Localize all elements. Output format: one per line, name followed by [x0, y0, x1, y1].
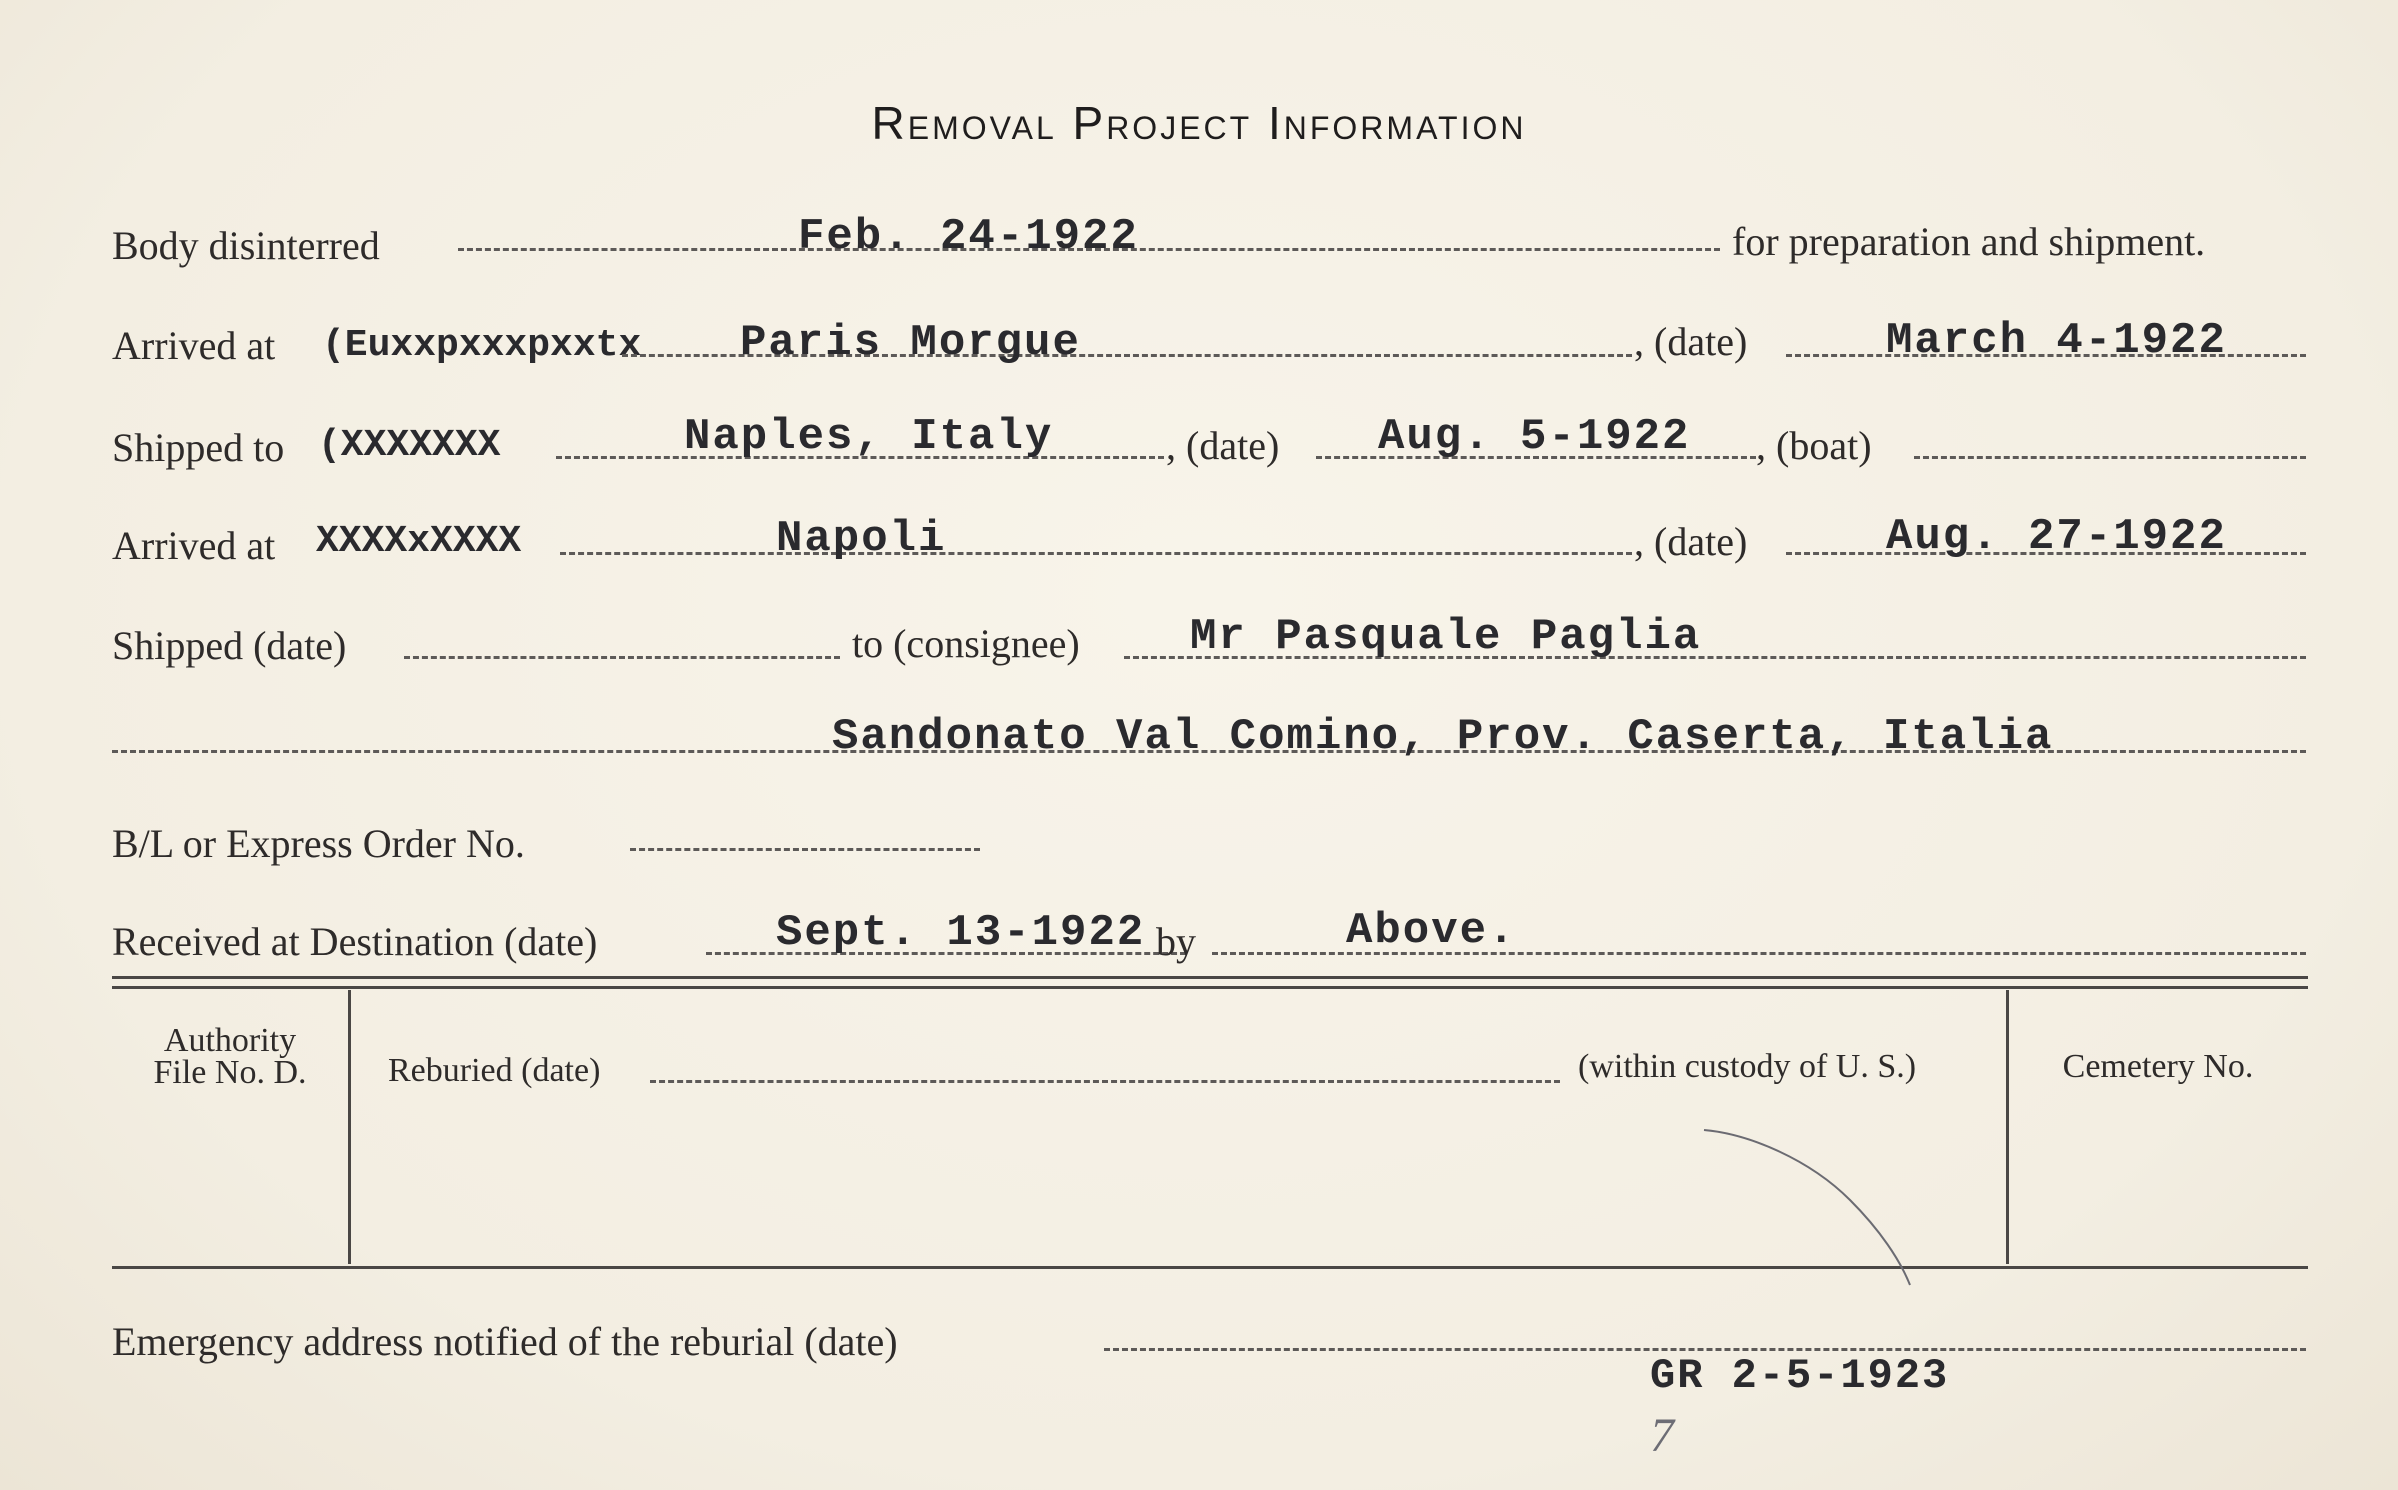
authority-label: Authority	[163, 1022, 297, 1059]
date-label: , (date)	[1166, 423, 1280, 468]
dotted-line	[1104, 1348, 2306, 1351]
shipment-suffix-label: for preparation and shipment.	[1732, 219, 2206, 264]
struck-port-text: XXXXxXXXX	[316, 520, 522, 563]
box-divider	[348, 990, 351, 1264]
consignee-address-value: Sandonato Val Comino, Prov. Caserta, Italia	[832, 712, 2054, 762]
dotted-line	[560, 552, 1632, 555]
consignee-value: Mr Pasquale Paglia	[1190, 612, 1702, 662]
dotted-line	[650, 1080, 1560, 1083]
received-date-value: Sept. 13-1922	[776, 908, 1146, 958]
box-top-rule	[112, 986, 2308, 989]
arrived-at-label: Arrived at	[112, 323, 276, 368]
dotted-line	[404, 656, 840, 659]
cemetery-no-label: Cemetery No.	[2062, 1048, 2254, 1085]
arrived-at-label: Arrived at	[112, 523, 276, 568]
by-label: by	[1156, 919, 1196, 964]
body-disinterred-label: Body disinterred	[112, 223, 380, 268]
file-no-label: File No. D.	[153, 1054, 307, 1091]
arrived-date-value: Aug. 27-1922	[1886, 512, 2227, 562]
disinterred-date-value: Feb. 24-1922	[798, 212, 1139, 262]
dotted-line	[1914, 456, 2306, 459]
shipped-date-label: Shipped (date)	[112, 623, 347, 668]
struck-port-text: (Euxxpxxxpxxtx	[322, 324, 642, 367]
gr-stamp-value: GR 2-5-1923	[1650, 1352, 1950, 1400]
shipped-to-value: Naples, Italy	[684, 412, 1054, 462]
box-bottom-rule	[112, 1266, 2308, 1269]
custody-label: (within custody of U. S.)	[1578, 1048, 1917, 1085]
boat-label: , (boat)	[1756, 423, 1872, 468]
box-top-rule	[112, 976, 2308, 979]
consignee-label: to (consignee)	[852, 621, 1080, 666]
pencil-mark	[1700, 1120, 1940, 1300]
box-divider	[2006, 990, 2009, 1264]
shipped-to-label: Shipped to	[112, 425, 285, 470]
arrived-place-value: Napoli	[776, 514, 947, 564]
shipped-date-value: Aug. 5-1922	[1378, 412, 1691, 462]
card-title: Removal Project Information	[871, 97, 1527, 149]
emergency-address-label: Emergency address notified of the reburial (date)	[112, 1319, 898, 1364]
received-destination-label: Received at Destination (date)	[112, 919, 598, 964]
bl-order-label: B/L or Express Order No.	[112, 821, 525, 866]
struck-port-text: (XXXXXXX	[318, 424, 501, 467]
dotted-line	[630, 848, 980, 851]
received-by-value: Above.	[1346, 906, 1517, 956]
reburied-label: Reburied (date)	[388, 1052, 601, 1089]
arrived-place-value: Paris Morgue	[740, 318, 1081, 368]
arrived-date-value: March 4-1922	[1886, 316, 2227, 366]
pencil-note: 7	[1650, 1409, 1674, 1462]
date-label: , (date)	[1634, 519, 1748, 564]
date-label: , (date)	[1634, 319, 1748, 364]
